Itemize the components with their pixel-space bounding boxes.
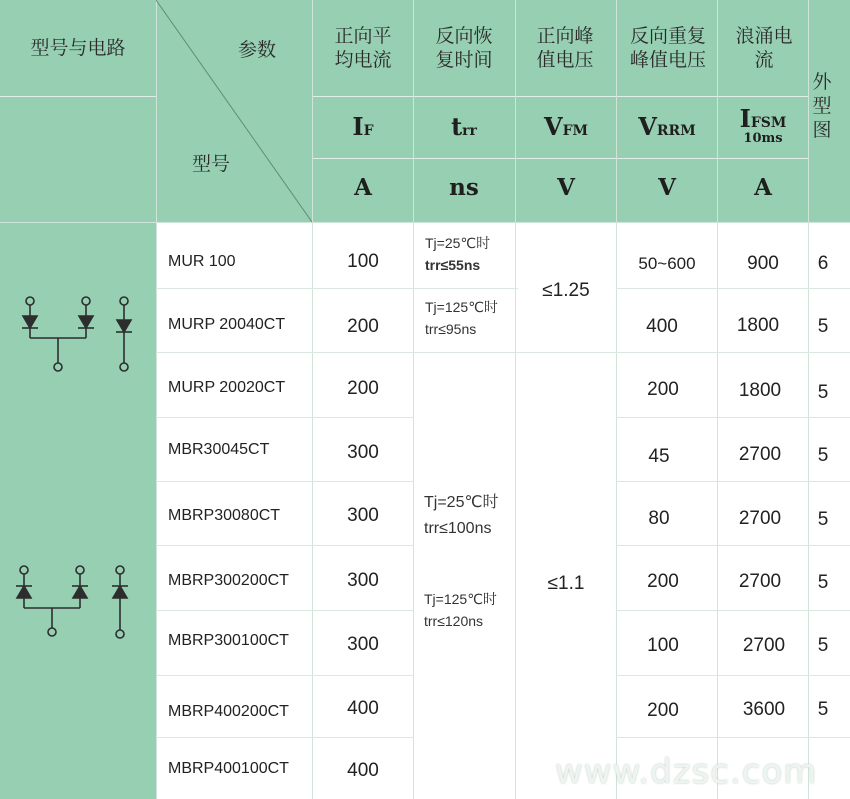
outline-cell: 5 bbox=[817, 445, 829, 466]
vrrm-cell: 45 bbox=[648, 446, 670, 467]
vrrm-cell: 200 bbox=[647, 700, 679, 721]
unit-vrrm: V bbox=[658, 174, 676, 201]
if-cell: 300 bbox=[347, 505, 379, 526]
vrrm-cell: 200 bbox=[647, 379, 679, 400]
if-cell: 300 bbox=[347, 570, 379, 591]
ifsm-cell: 2700 bbox=[738, 571, 782, 592]
ifsm-cell: 1800 bbox=[738, 380, 782, 401]
vfm-group1: ≤1.25 bbox=[542, 280, 590, 301]
header-params: 参数 bbox=[237, 39, 276, 61]
ifsm-cell: 2700 bbox=[738, 508, 782, 529]
model-cell: MUR 100 bbox=[168, 253, 236, 270]
symbol-vfm: VFM bbox=[543, 112, 589, 141]
if-cell: 300 bbox=[347, 634, 379, 655]
outline-cell: 5 bbox=[817, 316, 829, 337]
unit-ifsm: A bbox=[754, 174, 772, 201]
vrrm-cell: 200 bbox=[647, 571, 679, 592]
outline-cell: 5 bbox=[817, 635, 829, 656]
header-model: 型号 bbox=[191, 153, 230, 175]
if-cell: 400 bbox=[347, 698, 379, 719]
circuit-diagram-2 bbox=[10, 562, 138, 642]
model-cell: MURP 20040CT bbox=[168, 316, 286, 333]
watermark: www.dzsc.com bbox=[555, 752, 818, 792]
header-trr: 反向恢复时间 bbox=[435, 25, 493, 71]
header-if: 正向平均电流 bbox=[334, 25, 392, 71]
ifsm-cell: 2700 bbox=[738, 444, 782, 465]
unit-trr: ns bbox=[449, 174, 479, 201]
outline-cell: 5 bbox=[817, 572, 829, 593]
header-vrrm: 反向重复峰值电压 bbox=[629, 25, 706, 71]
symbol-if: IF bbox=[352, 112, 374, 141]
if-cell: 100 bbox=[347, 251, 379, 272]
model-cell: MBRP30080CT bbox=[168, 507, 281, 524]
trr-note-group1: Tj=25℃时 trr≤55ns bbox=[425, 235, 491, 273]
symbol-ifsm: IFSM 10ms bbox=[739, 104, 787, 146]
vrrm-cell: 80 bbox=[648, 508, 670, 529]
outline-cell: 6 bbox=[817, 253, 829, 274]
symbol-trr: trr bbox=[451, 112, 477, 141]
if-cell: 400 bbox=[347, 760, 379, 781]
ifsm-cell: 2700 bbox=[742, 635, 786, 656]
outline-cell: 5 bbox=[817, 509, 829, 530]
trr-note-group1b: Tj=125℃时 trr≤95ns bbox=[425, 299, 498, 337]
if-cell: 200 bbox=[347, 316, 379, 337]
ifsm-cell: 900 bbox=[747, 253, 779, 274]
if-cell: 300 bbox=[347, 442, 379, 463]
vfm-group2: ≤1.1 bbox=[547, 573, 585, 594]
model-cell: MBRP300200CT bbox=[168, 572, 289, 589]
outline-cell: 5 bbox=[817, 699, 829, 720]
header-model-circuit: 型号与电路 bbox=[30, 37, 126, 59]
header-diagonal bbox=[156, 0, 312, 222]
vrrm-cell: 100 bbox=[647, 635, 679, 656]
header-ifsm: 浪涌电流 bbox=[735, 25, 793, 71]
model-cell: MBRP400100CT bbox=[168, 760, 289, 777]
vrrm-cell: 400 bbox=[646, 316, 678, 337]
vrrm-cell: 50~600 bbox=[638, 254, 696, 273]
ifsm-cell: 1800 bbox=[736, 315, 780, 336]
header-vfm: 正向峰值电压 bbox=[536, 25, 594, 71]
outline-cell: 5 bbox=[817, 382, 829, 403]
model-cell: MBRP400200CT bbox=[168, 703, 289, 720]
symbol-vrrm: VRRM bbox=[638, 112, 696, 141]
unit-if: A bbox=[354, 174, 372, 201]
model-cell: MBR30045CT bbox=[168, 441, 270, 458]
header-outline: 外型图 bbox=[812, 71, 832, 141]
ifsm-cell: 3600 bbox=[742, 699, 786, 720]
trr-note-group2b: Tj=125℃时 trr≤120ns bbox=[424, 591, 497, 629]
if-cell: 200 bbox=[347, 378, 379, 399]
circuit-diagram-1 bbox=[14, 292, 142, 372]
unit-vfm: V bbox=[557, 174, 575, 201]
model-cell: MBRP300100CT bbox=[168, 632, 289, 649]
trr-note-group2: Tj=25℃时 trr≤100ns bbox=[424, 494, 499, 537]
model-cell: MURP 20020CT bbox=[168, 379, 286, 396]
